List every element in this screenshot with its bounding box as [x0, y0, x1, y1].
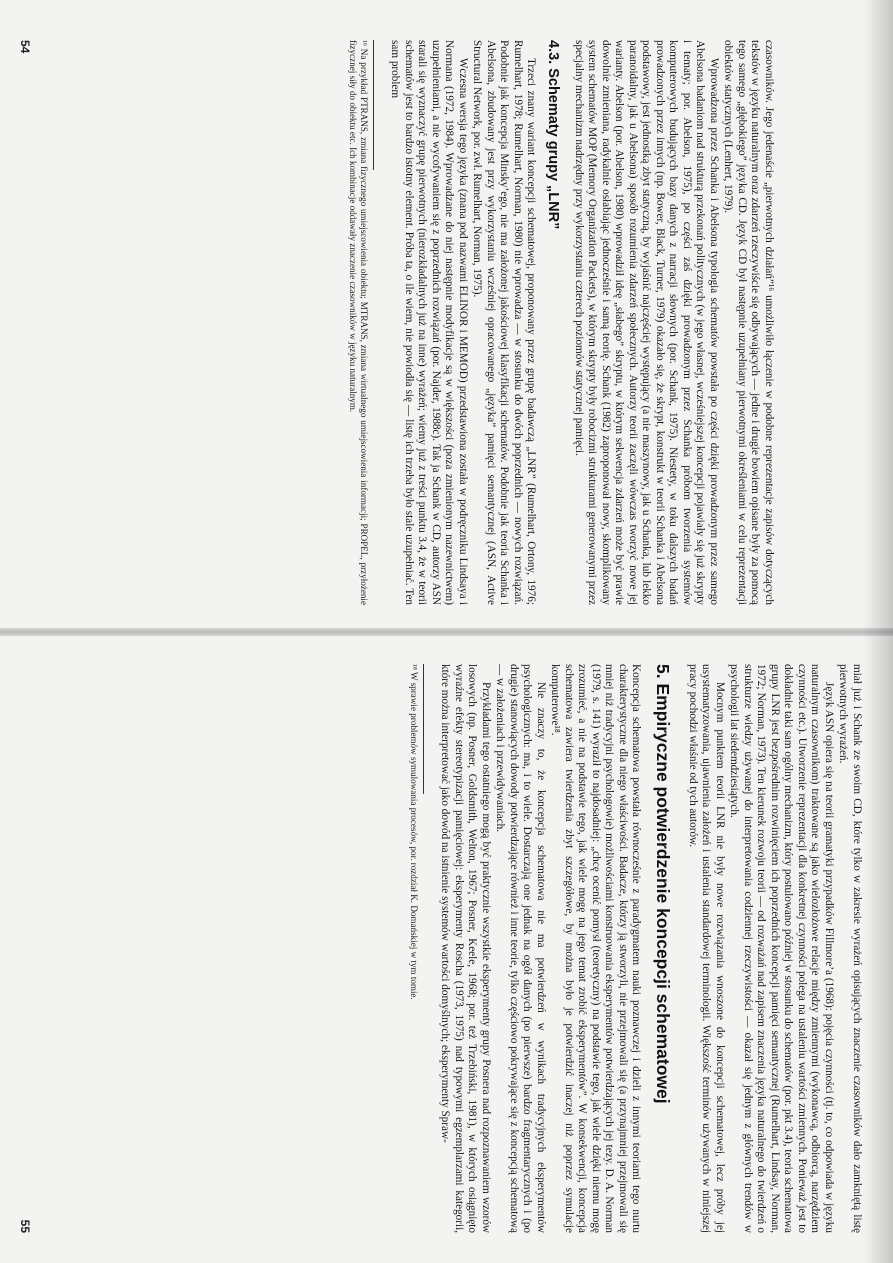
left-page [0, 0, 893, 631]
left-footnote: ¹⁶ Na przykład PTRANS, zmiana fizycznego umiejscowienia obiektu; MTRANS, zmiana wirtualnego umiejscowienia informacji; PROPEL, przyłożenie fizycznej siły do obiektu etc. Ich kombinacje oddawały znaczenie czasowników w języku naturalnym. [348, 40, 369, 605]
section-heading-5: 5. Empiryczne potwierdzenie koncepcji schematowej [653, 664, 674, 1104]
right-footnote: ¹⁸ W sprawie problemów symulowania procesów, por. rozdział K. Domańskiej w tym tomie. [409, 664, 419, 1000]
page-number-right: 55 [18, 1219, 32, 1233]
right-paragraph-4: Koncepcja schematowa powstała równocześnie z paradygmatem nauki poznawczej i dzieli z innymi teoriami tego nurtu charakterystyczne dla niego właściwości. Badacze, którzy ją stworzyli, nie przejmowali się (a przynajmniej przejmowali się mniej niż tradycyjni psychologowie) możliwościami konstruowania eksperymentów potwierdzających jej tezy. D. A. Norman (1979, s. 141) wyraził to najdosadniej: „chcę ocenić pomysł (teoretyczny) na podstawie tego, jak wiele dzięki niemu mogę zrozumieć, a nie na podstawie tego, jak wiele mogę na jego temat zrobić eksperymentów”. W konsekwencji, koncepcja schematowa zawiera twierdzenia zbyt szczegółowe, by można było je potwierdzić inaczej niż poprzez symulacje komputerowe¹⁸. [549, 664, 643, 1233]
right-paragraph-3: Mocnym punktem teorii LNR nie były nowe rozwiązania wnoszone do koncepcji schematowej, lecz próby jej usystematyzowania, ujawnienia założeń i ustalenia standardowej terminologii. Większość terminów używanych w niniejszej pracy pochodzi właśnie od tych autorów. [687, 664, 726, 1233]
right-paragraph-6: Przykładami tego ostatniego mogą być praktycznie wszystkie eksperymenty grupy Posnera nad rozpoznawaniem wzorów losowych (np. Posner, Goldsmith, Welton, 1967; Posner, Keele, 1968; por. też Trzebiński, 1981), w których osiągnięto wyraźne efekty stereotypizacji pamięciowej: eksperymenty Roscha (1973, 1975) nad typowymi egzemplarzami kategorii, które można interpretować jako dowód na istnienie systemów wartości domyślnych; eksperymenty Spraw- [439, 664, 492, 1233]
scan-edge-shadow [863, 0, 893, 1263]
right-paragraph-2: Język ASN opiera się na teorii gramatyki przypadków Fillmore’a (1968): pojęcia czynności (tj. to, co odpowiada w języku naturalnym czasownikom) traktowane są jako wielozłożowe relacje między zmiennymi (wykonawcą, odbiorcą, narzędziem czynności etc.). Utworzenie reprezentacji dla konkretnej czynności polega na ustaleniu wartości zmiennych. Ponieważ jest to dokładnie taki sam ogólny mechanizm, który postulowano później w stosunku do schematów (por. pkt 3.4), teoria schematowa grupy LNR jest bezpośrednim rozwinięciem ich poprzednich koncepcji pamięci semantycznej (Rumelhart, Lindsay, Norman, 1972; Norman, 1973). Ten kierunek rozwoju teorii — od rozważań nad zapisem znaczenia języka naturalnego do twierdzeń o strukturze wiedzy używanej do interpretowania codziennej rzeczywistości — okazał się jednym z głównych trendów w psychologii lat siedemdziesiątych. [728, 664, 835, 1233]
right-intro-paragraph: miał już i Schank ze swoim CD, które tylko w zakresie wyrażeń opisujących znaczenie czasowników dało zamkniętą listę pierwotnych wyrażeń. [837, 664, 863, 1233]
footnote-rule [423, 664, 424, 794]
page-number-left: 54 [18, 40, 32, 54]
right-page [0, 632, 893, 1263]
footnote-rule [373, 40, 374, 170]
left-paragraph-3: Trzeci znany wariant koncepcji schematowej, proponowany przez grupę badawczą „LNR” (Rumelhart, Ortony, 1976; Rumelhart, 1978; Rumelhart, Norman, 1980) nie wprowadza — w stosunku do dwóch poprzednich — nowych rozwiązań. Podobnie jak koncepcja Minsky’ego, nie ma założonej jakościowej klasyfikacji schematów. Podobnie jak teoria Schanka i Abelsona, zbudowany jest przy wykorzystaniu wcześniej opracowanego „języka” pamięci semantycznej (ASN, Active Structural Network, por. zwł. Rumelhart, Norman, 1975). [471, 40, 538, 605]
section-heading-4-3: 4.3. Schematy grupy „LNR” [545, 40, 562, 230]
left-intro-paragraph: czasowników. Jego jedenaście „pierwotnych działań”¹⁶ umożliwiło łączenie w podobne reprezentacje zapisów dotyczących tekstów w języku naturalnym oraz zdarzeń rzeczywiście się odbywających — jedne i drugie bowiem opisane były za pomocą tego samego „głębokiego” języka CD. Język CD był następnie uzupełniany pierwotnymi określeniami w celu reprezentacji obiektów statycznych (Lenhert, 1979). [722, 40, 775, 605]
left-paragraph-2: Wprowadzona przez Schanka i Abelsona typologia schematów powstała po części dzięki prowadzonym przez samego Abelsona badaniom nad strukturą przekonań politycznych (w jego własnej, wcześniejszej koncepcji pojawiały się już skrypty i tematy; por. Abelson, 1975), po części zaś dzięki prowadzonym przez Schanka próbom tworzenia systemów komputerowych budujących bazy danych z narracji słownych (por. Schank, 1975). Niestety, w toku dalszych badań prowadzonych przez innych (np. Bower, Black, Turner, 1979) okazało się, że skrypt, konstrukt w teorii Schanka i Abelsona podstawowy, jest jednostką zbyt statyczną, by wyjaśnić najczęściej występujący (a nie maszynowy, jak u Schanka, lub lekko paranoidalny, jak u Abelsona) sposób rozumienia zdarzeń społecznych. Autorzy teorii zaczęli wówczas tworzyć nowe jej warianty. Abelson (por. Abelson, 1980) wprowadził ideę „słabego” skryptu, w którym sekwencja zdarzeń może być prawie dowolnie zmieniana, radykalnie osłabiając jednocześnie i samą teorię. Schank (1982) zaproponował nowy, skomplikowany system schematów MOP (Memory Organization Packets), w którym skrypty były robocizmi strukturami generowanymi przez specjalny mechanizm nadrzędny przy wykorzystaniu czterech poziomów statycznej pamięci. [573, 40, 720, 605]
right-paragraph-5: Nie znaczy to, że koncepcja schematowa nie ma potwierdzeń w wynikach tradycyjnych eksperymentów psychologicznych: ma, i to wiele. Dostarczają one jednak na ogół danych (po pierwsze) bardzo fragmentarycznych i (po drugie) stanowiących dowody potwierdzające również i inne teorie, tylko częściowo pokrywające się z koncepcją schematową — w założeniach i przewidywaniach. [494, 664, 547, 1233]
left-paragraph-4: Wczesna wersja tego języka (znana pod nazwami ELINOR i MEMOD) przedstawiona została w podręczniku Lindsaya i Normana (1972, 1984). Wprowadzane do niej następnie modyfikacje są w większości (poza zmienionym nazewnictwem) uzupełnieniami, a nie wycofywaniem się z poprzednich rozwiązań (por. Najder, 1988c). Tak ja Schank w CD, autorzy ASN starali się wyznaczyć grupę pierwotnych (nierozkładalnych już na inne) wyrażeń; wiemy już z treści punktu 3.4, że w teorii schematów jest to bardzo istotny element. Próba ta, o ile wiem, nie powiodła się — listę ich trzeba było stale uzupełniać. Ten sam problem [389, 40, 469, 605]
